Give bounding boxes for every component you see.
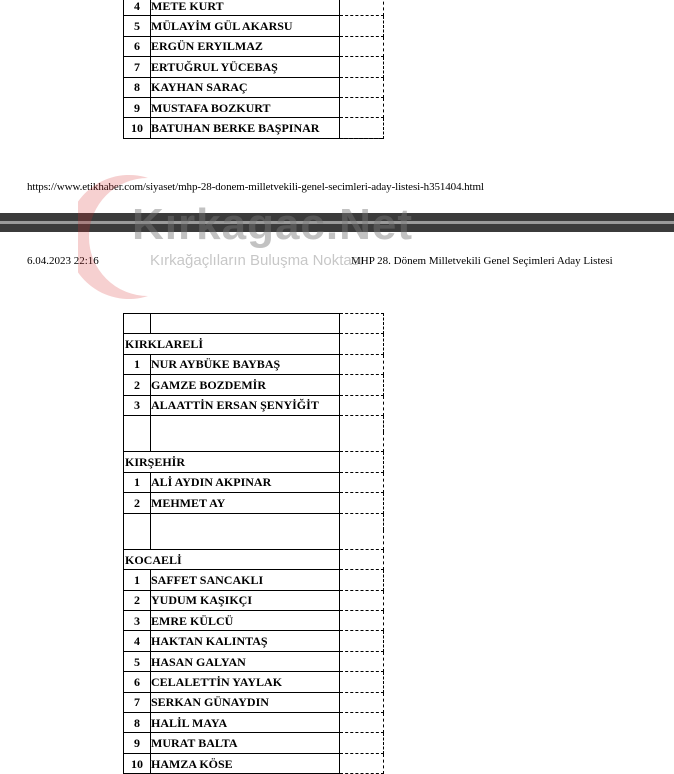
empty-cell	[340, 672, 384, 692]
candidate-number: 3	[124, 611, 151, 631]
blank-row	[124, 314, 384, 334]
candidate-name: BATUHAN BERKE BAŞPINAR	[151, 118, 340, 138]
empty-cell	[340, 733, 384, 753]
table-row	[124, 753, 384, 773]
empty-cell	[340, 713, 384, 733]
table-row	[124, 118, 384, 138]
empty-cell	[340, 513, 384, 530]
candidate-name: ERTUĞRUL YÜCEBAŞ	[151, 57, 340, 77]
table-row	[124, 570, 384, 590]
candidate-number: 6	[124, 672, 151, 692]
header-date: 6.04.2023 22:16	[27, 255, 99, 267]
candidate-name	[151, 314, 340, 334]
candidate-name: KAYHAN SARAÇ	[151, 77, 340, 97]
candidate-number: 7	[124, 57, 151, 77]
candidate-number: 5	[124, 16, 151, 36]
candidate-number: 1	[124, 472, 151, 492]
spacer-row	[124, 513, 384, 530]
candidate-number: 2	[124, 375, 151, 395]
empty-cell	[340, 395, 384, 415]
candidate-number: 3	[124, 395, 151, 415]
table-row	[124, 692, 384, 712]
table-row	[124, 57, 384, 77]
candidate-number: 1	[124, 354, 151, 374]
empty-cell	[340, 452, 384, 472]
table-end-dashes	[338, 138, 382, 139]
candidate-name	[151, 530, 340, 550]
candidate-number: 8	[124, 77, 151, 97]
empty-cell	[340, 549, 384, 569]
candidate-name: ALİ AYDIN AKPINAR	[151, 472, 340, 492]
table-row	[124, 16, 384, 36]
watermark-title: Kırkagac.Net	[132, 200, 414, 249]
province-row	[124, 452, 384, 472]
blank-row	[124, 530, 384, 550]
table-row	[124, 375, 384, 395]
candidate-name: HASAN GALYAN	[151, 651, 340, 671]
table-row	[124, 611, 384, 631]
header-title: MHP 28. Dönem Milletvekili Genel Seçimleri Aday Listesi	[351, 255, 613, 267]
empty-cell	[340, 611, 384, 631]
candidate-name: HAKTAN KALINTAŞ	[151, 631, 340, 651]
table-row	[124, 395, 384, 415]
province-row	[124, 334, 384, 354]
candidate-name	[151, 513, 340, 530]
empty-cell	[340, 36, 384, 56]
candidate-number: 2	[124, 590, 151, 610]
blank-row	[124, 432, 384, 452]
table-row	[124, 631, 384, 651]
empty-cell	[340, 118, 384, 138]
province-name: KOCAELİ	[124, 549, 340, 569]
table-row	[124, 713, 384, 733]
candidate-name	[151, 432, 340, 452]
candidate-number: 8	[124, 713, 151, 733]
candidate-name: GAMZE BOZDEMİR	[151, 375, 340, 395]
province-name: KIRŞEHİR	[124, 452, 340, 472]
empty-cell	[340, 493, 384, 513]
candidate-name: EMRE KÜLCÜ	[151, 611, 340, 631]
candidate-number: 5	[124, 651, 151, 671]
candidate-table-page2	[123, 313, 384, 774]
candidate-number: 4	[124, 631, 151, 651]
empty-cell	[340, 97, 384, 117]
candidate-name: METE KURT	[151, 0, 340, 16]
table-row	[124, 36, 384, 56]
empty-cell	[340, 472, 384, 492]
empty-cell	[340, 631, 384, 651]
table-row	[124, 97, 384, 117]
candidate-name: MEHMET AY	[151, 493, 340, 513]
candidate-number	[124, 530, 151, 550]
pdf-page-1	[0, 0, 674, 213]
empty-cell	[340, 375, 384, 395]
candidate-number: 6	[124, 36, 151, 56]
table-row	[124, 672, 384, 692]
candidate-name: MURAT BALTA	[151, 733, 340, 753]
table-row	[124, 354, 384, 374]
table-row	[124, 0, 384, 16]
table-row	[124, 733, 384, 753]
empty-cell	[340, 753, 384, 773]
candidate-number: 10	[124, 118, 151, 138]
candidate-number: 7	[124, 692, 151, 712]
empty-cell	[340, 530, 384, 550]
candidate-name: SERKAN GÜNAYDIN	[151, 692, 340, 712]
empty-cell	[340, 354, 384, 374]
candidate-name: HAMZA KÖSE	[151, 753, 340, 773]
empty-cell	[340, 57, 384, 77]
candidate-number: 9	[124, 97, 151, 117]
table-row	[124, 590, 384, 610]
empty-cell	[340, 415, 384, 432]
candidate-number: 4	[124, 0, 151, 16]
candidate-number	[124, 432, 151, 452]
candidate-number: 2	[124, 493, 151, 513]
watermark-subtitle: Kırkağaçlıların Buluşma Noktası	[150, 252, 364, 269]
candidate-name	[151, 415, 340, 432]
table-row	[124, 493, 384, 513]
empty-cell	[340, 334, 384, 354]
candidate-number: 9	[124, 733, 151, 753]
candidate-name: CELALETTİN YAYLAK	[151, 672, 340, 692]
province-name: KIRKLARELİ	[124, 334, 340, 354]
province-row	[124, 549, 384, 569]
table-row	[124, 77, 384, 97]
candidate-name: NUR AYBÜKE BAYBAŞ	[151, 354, 340, 374]
candidate-name: SAFFET SANCAKLI	[151, 570, 340, 590]
empty-cell	[340, 77, 384, 97]
empty-cell	[340, 16, 384, 36]
candidate-number	[124, 415, 151, 432]
candidate-name: ERGÜN ERYILMAZ	[151, 36, 340, 56]
spacer-row	[124, 415, 384, 432]
candidate-name: YUDUM KAŞIKÇI	[151, 590, 340, 610]
empty-cell	[340, 0, 384, 16]
candidate-name: ALAATTİN ERSAN ŞENYİĞİT	[151, 395, 340, 415]
table-row	[124, 472, 384, 492]
candidate-number	[124, 513, 151, 530]
candidate-name: HALİL MAYA	[151, 713, 340, 733]
empty-cell	[340, 651, 384, 671]
empty-cell	[340, 314, 384, 334]
candidate-number: 1	[124, 570, 151, 590]
empty-cell	[340, 570, 384, 590]
candidate-table-page1	[123, 0, 384, 139]
footer-url[interactable]: https://www.etikhaber.com/siyaset/mhp-28-donem-milletvekili-genel-secimleri-aday-listesi-h351404.html	[27, 181, 484, 193]
table-row	[124, 651, 384, 671]
candidate-name: MUSTAFA BOZKURT	[151, 97, 340, 117]
empty-cell	[340, 692, 384, 712]
empty-cell	[340, 432, 384, 452]
candidate-number	[124, 314, 151, 334]
candidate-name: MÜLAYİM GÜL AKARSU	[151, 16, 340, 36]
candidate-number: 10	[124, 753, 151, 773]
empty-cell	[340, 590, 384, 610]
